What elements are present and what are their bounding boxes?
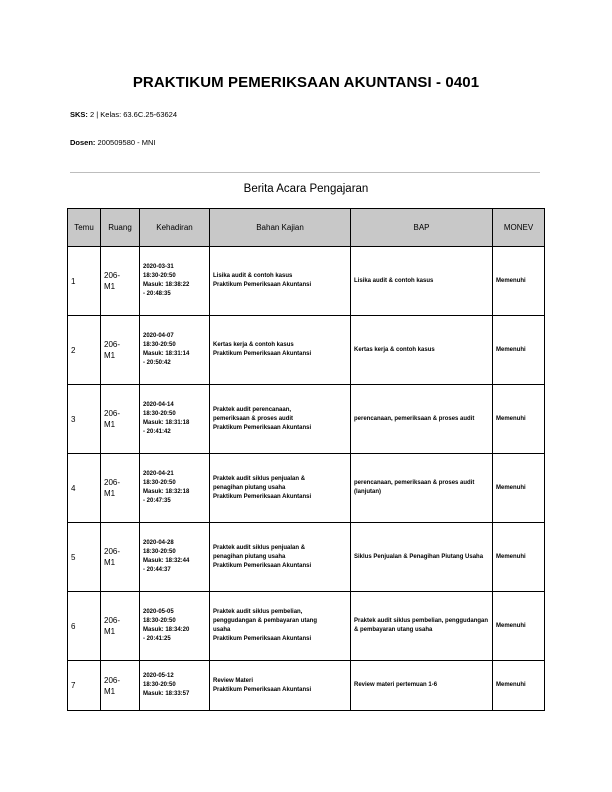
kajian-line: penggudangan & pembayaran utang — [213, 618, 318, 624]
bap-text: Review materi pertemuan 1-6 — [354, 682, 438, 688]
divider — [70, 172, 540, 173]
hadir-masuk: Masuk: 18:31:18 — [143, 420, 190, 426]
ruang-line: 206- — [104, 547, 121, 556]
kajian-line: Review Materi — [213, 677, 254, 684]
cell-bap — [351, 316, 493, 385]
kajian-line: pemeriksaan & proses audit — [213, 415, 294, 422]
ruang-line: M1 — [104, 420, 116, 429]
hadir-time: 18:30-20:50 — [143, 549, 176, 555]
sks-class-value: 2 | Kelas: 63.6C.25-63624 — [90, 110, 178, 119]
hadir-date: 2020-05-05 — [143, 609, 174, 615]
hadir-masuk: Masuk: 18:31:14 — [143, 351, 190, 357]
table-row — [68, 454, 545, 523]
kajian-line: Praktek audit siklus penjualan & — [213, 475, 306, 482]
table-header-row — [68, 209, 545, 247]
cell-monev: Memenuhi — [493, 523, 545, 592]
table-row — [68, 385, 545, 454]
cell-temu: 3 — [68, 385, 101, 454]
ruang-line: 206- — [104, 616, 121, 625]
hadir-time: 18:30-20:50 — [143, 618, 176, 624]
hadir-time: 18:30-20:50 — [143, 682, 176, 688]
kajian-line: Praktikum Pemeriksaan Akuntansi — [213, 636, 312, 642]
hadir-masuk: Masuk: 18:32:44 — [143, 558, 190, 564]
col-header-temu: Temu — [68, 209, 101, 247]
cell-ruang — [101, 592, 140, 661]
hadir-date: 2020-04-07 — [143, 333, 174, 339]
kajian-line: Praktikum Pemeriksaan Akuntansi — [213, 493, 312, 500]
cell-monev: Memenuhi — [493, 661, 545, 711]
course-info — [70, 110, 177, 119]
ruang-line: M1 — [104, 558, 116, 567]
hadir-date: 2020-05-12 — [143, 673, 174, 679]
cell-temu: 6 — [68, 592, 101, 661]
cell-bahan-kajian — [210, 247, 351, 316]
cell-monev: Memenuhi — [493, 592, 545, 661]
sks-label: SKS: — [70, 110, 88, 119]
kajian-line: penagihan piutang usaha — [213, 484, 286, 491]
bap-text: perencanaan, pemeriksaan & proses audit — [354, 415, 475, 422]
hadir-time: 18:30-20:50 — [143, 480, 176, 486]
kajian-line: Praktikum Pemeriksaan Akuntansi — [213, 562, 312, 569]
cell-bahan-kajian — [210, 661, 351, 711]
ruang-line: 206- — [104, 675, 121, 685]
kajian-line: Praktek audit siklus pembelian, — [213, 609, 303, 615]
lecturer-info — [70, 138, 155, 147]
ruang-line: 206- — [104, 271, 121, 280]
cell-kehadiran — [140, 385, 210, 454]
cell-bahan-kajian — [210, 316, 351, 385]
hadir-keluar: - 20:50:42 — [143, 360, 171, 366]
cell-kehadiran — [140, 592, 210, 661]
kajian-line: Praktikum Pemeriksaan Akuntansi — [213, 686, 312, 693]
cell-bap — [351, 661, 493, 711]
hadir-keluar: - 20:41:25 — [143, 636, 171, 642]
cell-bahan-kajian — [210, 592, 351, 661]
col-header-bap: BAP — [351, 209, 493, 247]
hadir-keluar: - 20:48:35 — [143, 291, 171, 297]
cell-ruang — [101, 454, 140, 523]
cell-kehadiran — [140, 661, 210, 711]
table-row — [68, 247, 545, 316]
ruang-line: 206- — [104, 478, 121, 487]
ruang-line: M1 — [104, 351, 116, 360]
ruang-line: 206- — [104, 340, 121, 349]
cell-bahan-kajian — [210, 523, 351, 592]
kajian-line: Kertas kerja & contoh kasus — [213, 342, 294, 348]
cell-monev: Memenuhi — [493, 454, 545, 523]
kajian-line: usaha — [213, 627, 231, 633]
bap-text: Lisika audit & contoh kasus — [354, 277, 434, 284]
cell-monev: Memenuhi — [493, 247, 545, 316]
ruang-line: M1 — [104, 489, 116, 498]
cell-bap — [351, 385, 493, 454]
cell-temu: 4 — [68, 454, 101, 523]
table-row — [68, 661, 545, 711]
hadir-keluar: - 20:41:42 — [143, 429, 171, 435]
table-row — [68, 523, 545, 592]
cell-ruang — [101, 385, 140, 454]
hadir-keluar: - 20:44:37 — [143, 567, 171, 573]
hadir-date: 2020-04-14 — [143, 402, 174, 408]
kajian-line: Praktikum Pemeriksaan Akuntansi — [213, 282, 312, 288]
cell-monev: Memenuhi — [493, 316, 545, 385]
col-header-ruang: Ruang — [101, 209, 140, 247]
kajian-line: Praktikum Pemeriksaan Akuntansi — [213, 351, 312, 357]
cell-bahan-kajian — [210, 385, 351, 454]
bap-table — [67, 208, 545, 711]
bap-text: Kertas kerja & contoh kasus — [354, 346, 435, 353]
hadir-masuk: Masuk: 18:38:22 — [143, 282, 190, 288]
section-title: Berita Acara Pengajaran — [243, 183, 369, 195]
ruang-line: M1 — [104, 627, 116, 636]
dosen-label: Dosen: — [70, 138, 96, 147]
hadir-keluar: - 20:47:35 — [143, 498, 171, 504]
col-header-bahan-kajian: Bahan Kajian — [210, 209, 351, 247]
cell-bap — [351, 454, 493, 523]
hadir-time: 18:30-20:50 — [143, 273, 176, 279]
hadir-time: 18:30-20:50 — [143, 342, 176, 348]
bap-text: Praktek audit siklus pembelian, penggudangan & pembayaran utang usaha — [354, 618, 489, 633]
dosen-value: 200509580 - MNI — [97, 138, 156, 147]
cell-bahan-kajian — [210, 454, 351, 523]
hadir-masuk: Masuk: 18:33:57 — [143, 691, 190, 697]
cell-bap — [351, 247, 493, 316]
kajian-line: Praktek audit perencanaan, — [213, 406, 292, 413]
hadir-time: 18:30-20:50 — [143, 411, 176, 417]
cell-monev: Memenuhi — [493, 385, 545, 454]
bap-text: perencanaan, pemeriksaan & proses audit (lanjutan) — [354, 480, 475, 495]
table-row — [68, 316, 545, 385]
hadir-masuk: Masuk: 18:32:18 — [143, 489, 190, 495]
cell-kehadiran — [140, 316, 210, 385]
cell-bap — [351, 523, 493, 592]
table-row — [68, 592, 545, 661]
cell-kehadiran — [140, 454, 210, 523]
cell-kehadiran — [140, 247, 210, 316]
cell-ruang — [101, 316, 140, 385]
hadir-date: 2020-04-21 — [143, 471, 174, 477]
cell-temu: 1 — [68, 247, 101, 316]
kajian-line: penagihan piutang usaha — [213, 553, 286, 560]
cell-bap — [351, 592, 493, 661]
ruang-line: M1 — [104, 282, 116, 291]
bap-text: Siklus Penjualan & Penagihan Piutang Usaha — [354, 553, 484, 560]
page-title: PRAKTIKUM PEMERIKSAAN AKUNTANSI - 0401 — [132, 74, 480, 91]
cell-ruang — [101, 523, 140, 592]
cell-temu: 2 — [68, 316, 101, 385]
ruang-line: 206- — [104, 409, 121, 418]
hadir-masuk: Masuk: 18:34:20 — [143, 627, 190, 633]
col-header-monev: MONEV — [493, 209, 545, 247]
kajian-line: Lisika audit & contoh kasus — [213, 273, 293, 279]
col-header-kehadiran: Kehadiran — [140, 209, 210, 247]
kajian-line: Praktek audit siklus penjualan & — [213, 544, 306, 551]
cell-kehadiran — [140, 523, 210, 592]
hadir-date: 2020-03-31 — [143, 264, 174, 270]
cell-ruang — [101, 661, 140, 711]
cell-temu: 7 — [68, 661, 101, 711]
cell-temu: 5 — [68, 523, 101, 592]
hadir-date: 2020-04-28 — [143, 540, 174, 546]
cell-ruang — [101, 247, 140, 316]
kajian-line: Praktikum Pemeriksaan Akuntansi — [213, 424, 312, 431]
ruang-line: M1 — [104, 686, 116, 696]
